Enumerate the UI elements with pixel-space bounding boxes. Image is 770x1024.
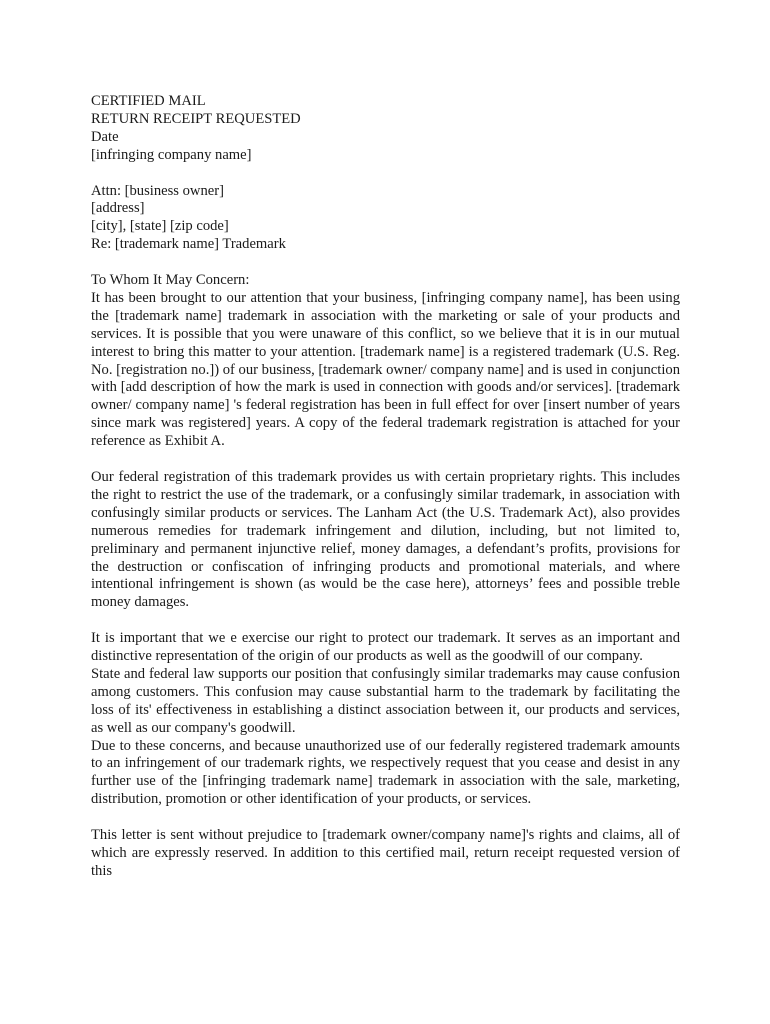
paragraph-5: Due to these concerns, and because unauthorized use of our federally registered trademark amounts to an infringement of our trademark rights, we respectively request that you cease and desist in any further use of the [infringing trademark name] trademark in association with the sale, marketing, distribution, promotion or other identification of your products, or services. (91, 737, 680, 808)
letter-page (91, 93, 680, 881)
spacer (91, 612, 680, 630)
spacer (91, 451, 680, 469)
spacer (91, 254, 680, 272)
paragraph-6: This letter is sent without prejudice to [trademark owner/company name]'s rights and claims, all of which are expressly reserved. In addition to this certified mail, return receipt requested version of this (91, 827, 680, 879)
company-line: [infringing company name] (91, 146, 252, 163)
paragraph-1: It has been brought to our attention that your business, [infringing company name], has been using the [trademark name] trademark in association with the marketing or sale of your products and services. It is possible that you were unaware of this conflict, so we believe that it is in our mutual interest to bring this matter to your attention. [trademark name] is a registered trademark (U.S. Reg. No. [registration no.]) of our business, [trademark owner/ company name] and is used in conjunction with [add description of how the mark is used in connection with goods and/or services]. [trademark owner/ company name] 's federal registration has been in full effect for over [insert number of years since mark was registered] years. A copy of the federal trademark registration is attached for your reference as Exhibit A. (91, 289, 680, 450)
city-state-zip-line: [city], [state] [zip code] (91, 218, 229, 235)
paragraph-4: State and federal law supports our position that confusingly similar trademarks may cause confusion among customers. This confusion may cause substantial harm to the trademark by facilitating the loss of its' effectiveness in establishing a distinct association between it, our products and services, as well as our company's goodwill. (91, 665, 680, 736)
address-line: [address] (91, 200, 145, 217)
return-receipt-line: RETURN RECEIPT REQUESTED (91, 110, 301, 127)
attn-line: Attn: [business owner] (91, 182, 224, 199)
spacer (91, 165, 680, 183)
re-line: Re: [trademark name] Trademark (91, 236, 286, 253)
salutation: To Whom It May Concern: (91, 272, 250, 289)
certified-mail-line: CERTIFIED MAIL (91, 93, 206, 109)
paragraph-3: It is important that we e exercise our right to protect our trademark. It serves as an important and distinctive representation of the origin of our products as well as the goodwill of our company. (91, 630, 680, 665)
spacer (91, 809, 680, 827)
date-line: Date (91, 128, 119, 145)
paragraph-2: Our federal registration of this trademark provides us with certain proprietary rights. This includes the right to restrict the use of the trademark, or a confusingly similar trademark, in association with confusingly similar products or services. The Lanham Act (the U.S. Trademark Act), also provides numerous remedies for trademark infringement and dilution, including, but not limited to, preliminary and permanent injunctive relief, money damages, a defendant’s profits, provisions for the destruction or confiscation of infringing products and promotional materials, and where intentional infringement is shown (as would be the case here), attorneys’ fees and possible treble money damages. (91, 468, 680, 611)
